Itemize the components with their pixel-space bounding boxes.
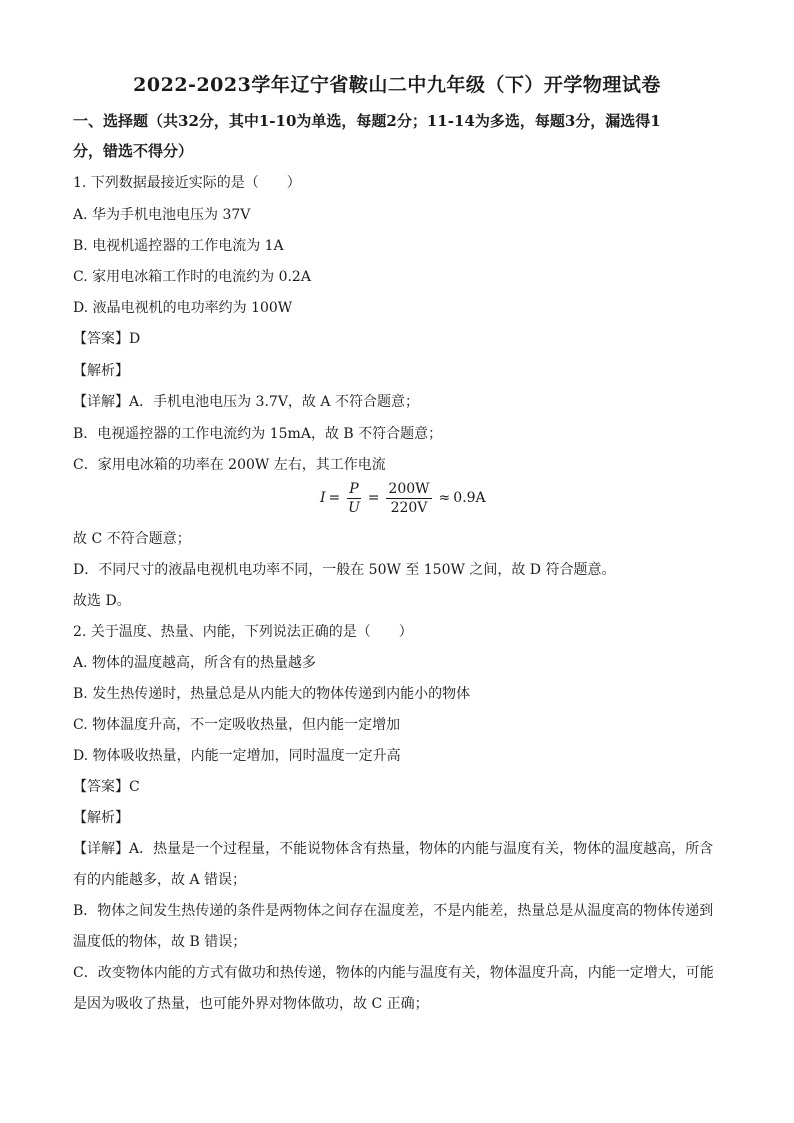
q1-stem: 1. 下列数据最接近实际的是（ ） — [73, 175, 301, 191]
formula-fraction-values — [386, 481, 431, 516]
formula-lhs: I — [320, 490, 326, 506]
formula-result: 0.9A — [453, 490, 486, 506]
q2-detail-a-line1: 【详解】A．热量是一个过程量，不能说物体含有热量，物体的内能与温度有关，物体的温度越高，所含 — [73, 841, 714, 857]
q2-detail-b-line2: 温度低的物体，故 B 错误； — [73, 934, 247, 950]
page-title: 2022-2023学年辽宁省鞍山二中九年级（下）开学物理试卷 — [133, 74, 661, 96]
formula-eq2: = — [367, 490, 380, 506]
q1-detail-a: 【详解】A．手机电池电压为 3.7V，故 A 不符合题意； — [73, 394, 419, 410]
q1-answer: 【答案】D — [73, 331, 141, 347]
q2-option-a: A. 物体的温度越高，所含有的热量越多 — [73, 655, 317, 671]
q2-option-d: D. 物体吸收热量，内能一定增加，同时温度一定升高 — [73, 748, 401, 764]
formula-fraction-pu — [347, 481, 360, 516]
q2-answer: 【答案】C — [73, 779, 140, 795]
q2-option-c: C. 物体温度升高，不一定吸收热量，但内能一定增加 — [73, 717, 401, 733]
formula-u: U — [348, 499, 360, 516]
q1-detail-c: C．家用电冰箱的功率在 200W 左右，其工作电流 — [73, 457, 386, 473]
formula-eq1: = — [328, 490, 341, 506]
q2-detail-c-line1: C．改变物体内能的方式有做功和热传递，物体的内能与温度有关，物体温度升高，内能一定增大，可能 — [73, 965, 714, 981]
q1-option-b: B. 电视机遥控器的工作电流为 1A — [73, 238, 284, 254]
section-heading-line1: 一、选择题（共32分，其中1-10为单选，每题2分；11-14为多选，每题3分，漏选得1 — [73, 112, 661, 130]
q2-detail-a-line2: 有的内能越多，故 A 错误； — [73, 872, 247, 888]
formula-p: P — [349, 480, 359, 497]
formula-approx: ≈ — [438, 490, 451, 506]
q2-stem: 2. 关于温度、热量、内能，下列说法正确的是（ ） — [73, 624, 413, 640]
q1-option-d: D. 液晶电视机的电功率约为 100W — [73, 300, 293, 316]
formula-den: 220V — [390, 499, 428, 516]
q1-option-c: C. 家用电冰箱工作时的电流约为 0.2A — [73, 269, 311, 285]
q1-analysis-label: 【解析】 — [73, 363, 129, 379]
q1-option-a: A. 华为手机电池电压为 37V — [73, 207, 251, 223]
current-formula — [320, 478, 486, 518]
q1-choose: 故选 D。 — [73, 593, 131, 609]
q2-detail-b-line1: B．物体之间发生热传递的条件是两物体之间存在温度差，不是内能差，热量总是从温度高的物体传递到 — [73, 903, 714, 919]
q1-detail-b: B．电视遥控器的工作电流约为 15mA，故 B 不符合题意； — [73, 426, 443, 442]
q1-c-conclusion: 故 C 不符合题意； — [73, 531, 191, 547]
section-heading-line2: 分，错选不得分） — [73, 142, 194, 160]
q1-detail-d: D．不同尺寸的液晶电视机电功率不同，一般在 50W 至 150W 之间，故 D 符合题意。 — [73, 562, 616, 578]
q2-option-b: B. 发生热传递时，热量总是从内能大的物体传递到内能小的物体 — [73, 686, 471, 702]
q2-analysis-label: 【解析】 — [73, 810, 129, 826]
q2-detail-c-line2: 是因为吸收了热量，也可能外界对物体做功，故 C 正确； — [73, 996, 429, 1012]
formula-num: 200W — [388, 480, 430, 497]
